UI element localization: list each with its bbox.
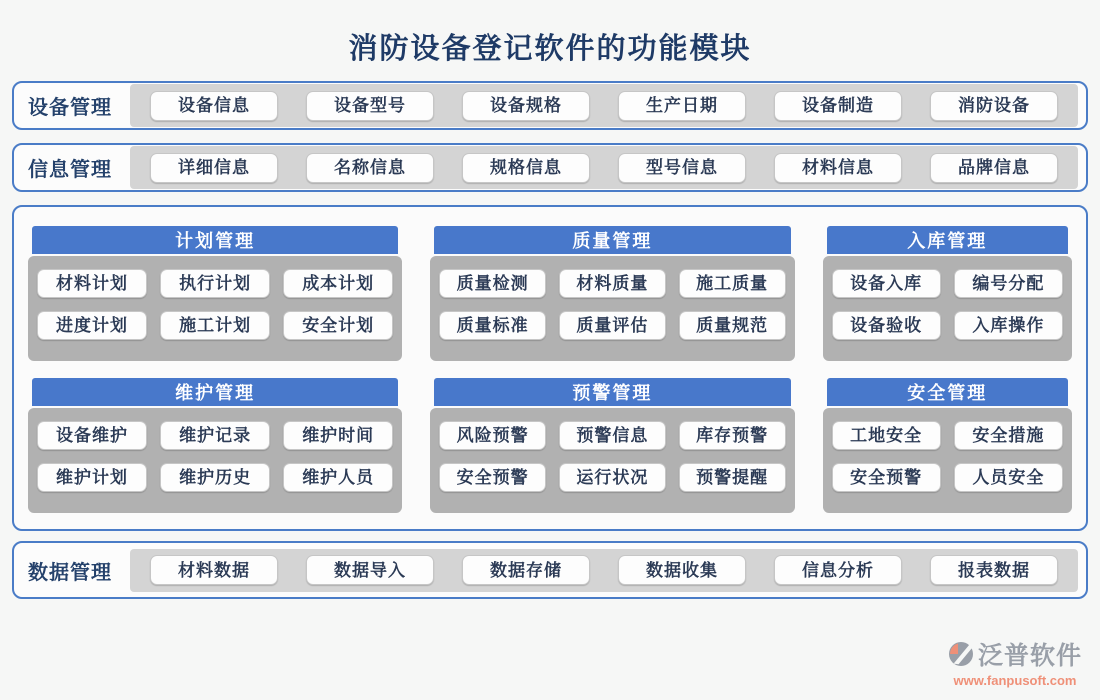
module-button-personnel-safety[interactable]: 人员安全 xyxy=(954,463,1063,492)
module-button-device-info[interactable]: 设备信息 xyxy=(150,91,278,121)
module-button-report-data[interactable]: 报表数据 xyxy=(930,555,1058,585)
panel-body-quality xyxy=(430,256,794,361)
module-button-detail-info[interactable]: 详细信息 xyxy=(150,153,278,183)
module-button-progress-plan[interactable]: 进度计划 xyxy=(37,311,147,340)
row-label-information: 信息管理 xyxy=(28,159,112,181)
module-button-quality-assessment[interactable]: 质量评估 xyxy=(559,311,666,340)
module-button-risk-warning[interactable]: 风险预警 xyxy=(439,421,546,450)
module-button-brand-info[interactable]: 品牌信息 xyxy=(930,153,1058,183)
module-button-material-data[interactable]: 材料数据 xyxy=(150,555,278,585)
panel-maintenance-management xyxy=(28,378,402,513)
row-equipment-management xyxy=(12,81,1088,130)
panel-safety-management xyxy=(823,378,1073,513)
module-button-device-inbound[interactable]: 设备入库 xyxy=(832,269,941,298)
panel-title-maintenance: 维护管理 xyxy=(32,378,398,406)
panel-warehousing-management xyxy=(823,226,1073,361)
panels-container xyxy=(12,205,1088,531)
module-button-quality-standard[interactable]: 质量标准 xyxy=(439,311,546,340)
footer xyxy=(948,636,1082,688)
module-button-material-quality[interactable]: 材料质量 xyxy=(559,269,666,298)
module-button-material-plan[interactable]: 材料计划 xyxy=(37,269,147,298)
panel-plan-management xyxy=(28,226,402,361)
row-information-management xyxy=(12,143,1088,192)
module-button-cost-plan[interactable]: 成本计划 xyxy=(283,269,393,298)
row-label-equipment: 设备管理 xyxy=(28,97,112,119)
module-button-spec-info[interactable]: 规格信息 xyxy=(462,153,590,183)
data-button-strip xyxy=(130,549,1078,592)
panel-body-maintenance xyxy=(28,408,402,513)
module-button-maintenance-history[interactable]: 维护历史 xyxy=(160,463,270,492)
panel-body-warning xyxy=(430,408,794,513)
panel-title-warning: 预警管理 xyxy=(434,378,790,406)
module-button-data-storage[interactable]: 数据存储 xyxy=(462,555,590,585)
module-button-quality-specification[interactable]: 质量规范 xyxy=(679,311,786,340)
panel-quality-management xyxy=(430,226,794,361)
fanpu-logo-icon xyxy=(948,641,974,667)
panel-warning-management xyxy=(430,378,794,513)
module-button-inbound-operation[interactable]: 入库操作 xyxy=(954,311,1063,340)
module-button-maintenance-time[interactable]: 维护时间 xyxy=(283,421,393,450)
module-button-name-info[interactable]: 名称信息 xyxy=(306,153,434,183)
module-button-model-info[interactable]: 型号信息 xyxy=(618,153,746,183)
row-data-management xyxy=(12,541,1088,599)
module-button-maintenance-staff[interactable]: 维护人员 xyxy=(283,463,393,492)
module-button-inventory-warning[interactable]: 库存预警 xyxy=(679,421,786,450)
information-button-strip xyxy=(130,146,1078,189)
module-button-number-assignment[interactable]: 编号分配 xyxy=(954,269,1063,298)
module-button-data-collection[interactable]: 数据收集 xyxy=(618,555,746,585)
module-button-execution-plan[interactable]: 执行计划 xyxy=(160,269,270,298)
panel-title-quality: 质量管理 xyxy=(434,226,790,254)
module-button-operation-status[interactable]: 运行状况 xyxy=(559,463,666,492)
panel-body-warehousing xyxy=(823,256,1073,361)
module-button-construction-quality[interactable]: 施工质量 xyxy=(679,269,786,298)
module-button-safety-measures[interactable]: 安全措施 xyxy=(954,421,1063,450)
module-button-warning-reminder[interactable]: 预警提醒 xyxy=(679,463,786,492)
module-button-device-spec[interactable]: 设备规格 xyxy=(462,91,590,121)
panel-title-safety: 安全管理 xyxy=(827,378,1069,406)
module-button-quality-inspection[interactable]: 质量检测 xyxy=(439,269,546,298)
module-button-production-date[interactable]: 生产日期 xyxy=(618,91,746,121)
module-button-maintenance-record[interactable]: 维护记录 xyxy=(160,421,270,450)
panel-title-warehousing: 入库管理 xyxy=(827,226,1069,254)
brand-url: www.fanpusoft.com xyxy=(953,673,1077,688)
module-button-info-analysis[interactable]: 信息分析 xyxy=(774,555,902,585)
module-button-safety-plan[interactable]: 安全计划 xyxy=(283,311,393,340)
panel-body-safety xyxy=(823,408,1073,513)
module-button-device-manufacture[interactable]: 设备制造 xyxy=(774,91,902,121)
module-button-safety-warning-w[interactable]: 安全预警 xyxy=(439,463,546,492)
module-button-fire-equipment[interactable]: 消防设备 xyxy=(930,91,1058,121)
module-button-maintenance-plan[interactable]: 维护计划 xyxy=(37,463,147,492)
module-button-site-safety[interactable]: 工地安全 xyxy=(832,421,941,450)
panel-body-plan xyxy=(28,256,402,361)
module-button-material-info[interactable]: 材料信息 xyxy=(774,153,902,183)
panel-title-plan: 计划管理 xyxy=(32,226,398,254)
module-button-device-maintenance[interactable]: 设备维护 xyxy=(37,421,147,450)
equipment-button-strip xyxy=(130,84,1078,127)
module-button-warning-info[interactable]: 预警信息 xyxy=(559,421,666,450)
brand-name: 泛普软件 xyxy=(977,643,1082,670)
row-label-data: 数据管理 xyxy=(28,561,112,584)
module-button-data-import[interactable]: 数据导入 xyxy=(306,555,434,585)
module-button-device-model[interactable]: 设备型号 xyxy=(306,91,434,121)
module-button-construction-plan[interactable]: 施工计划 xyxy=(160,311,270,340)
page-title: 消防设备登记软件的功能模块 xyxy=(348,33,752,65)
module-button-device-acceptance[interactable]: 设备验收 xyxy=(832,311,941,340)
module-button-safety-warning-s[interactable]: 安全预警 xyxy=(832,463,941,492)
